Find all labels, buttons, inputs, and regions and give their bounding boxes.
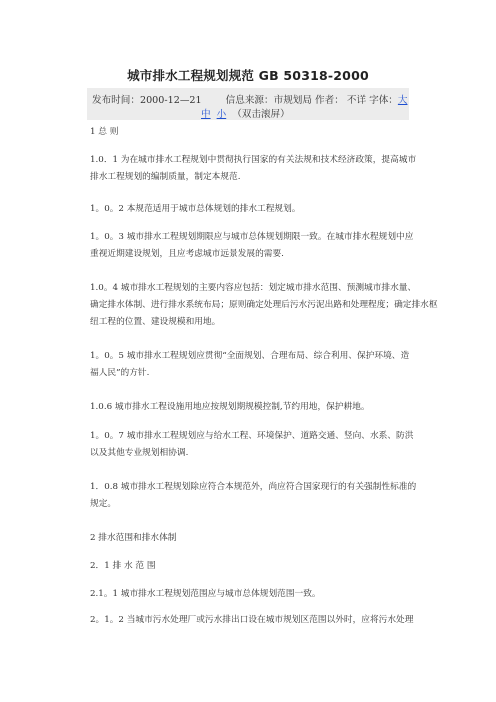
source-author: 信息来源：市规划局 作者： 不详 字体： (225, 95, 398, 106)
meta-line (92, 92, 407, 106)
text-line: 1．0.8 城市排水工程规划除应符合本规范外，尚应符合国家现行的有关强制性标准的 (90, 482, 417, 492)
publish-time: 发布时间：2000-12—21 (92, 95, 202, 106)
clause-paragraph (90, 229, 414, 263)
text-line: 1 总 则 (90, 127, 119, 137)
text-line: 纽工程的位置、建设规模和用地。 (90, 317, 221, 327)
text-line: 重视近期建设规划，且应考虑城市远景发展的需要. (90, 249, 284, 259)
text-line: 2．1 排 水 范 围 (90, 561, 156, 571)
clause-paragraph (90, 612, 414, 629)
clause-paragraph (90, 201, 410, 218)
text-line: 以及其他专业规划相协调. (90, 448, 189, 458)
clause-paragraph (90, 399, 410, 416)
clause-paragraph (90, 428, 414, 462)
subsection-heading (90, 558, 410, 575)
text-line: 2 排水范围和排水体制 (90, 533, 177, 543)
text-line: 1。0。2 本规范适用于城市总体规划的排水工程规划。 (90, 204, 301, 214)
text-line: 1.0.6 城市排水工程设施用地应按规划期规模控制,节约用地，保护耕地。 (90, 402, 370, 412)
text-line: 2。1。2 当城市污水处理厂或污水排出口设在城市规划区范围以外时，应将污水处理 (90, 615, 414, 625)
text-line: 1.0。4 城市排水工程规划的主要内容应包括：划定城市排水范围、预测城市排水量、 (90, 283, 417, 293)
text-line: 确定排水体制、进行排水系统布局；原则确定处理后污水污泥出路和处理程度；确定排水枢 (90, 300, 438, 310)
meta-info-box (87, 88, 409, 120)
section-heading (90, 530, 410, 547)
font-size-large-link[interactable]: 大 (397, 95, 408, 106)
text-line: 规定。 (90, 499, 117, 509)
meta-line (201, 106, 290, 120)
text-line: 排水工程规划的编制质量，制定本规范. (90, 172, 241, 182)
text-line: 1。0。3 城市排水工程规划期限应与城市总体规划期限一致。在城市排水程规划中应 (90, 232, 414, 242)
scroll-hint: （双击滚屏） (232, 109, 290, 120)
clause-paragraph (90, 586, 410, 603)
font-size-medium-link[interactable]: 中 (201, 109, 211, 120)
clause-paragraph (90, 348, 410, 382)
text-line: 1。0。5 城市排水工程规划应贯彻“全面规划、合理布局、综合利用、保护环境、造 (90, 351, 410, 361)
clause-paragraph (90, 479, 417, 513)
clause-paragraph (90, 280, 438, 331)
text-line: 福人民”的方针. (90, 368, 150, 378)
text-line: 2.1。1 城市排水工程规划范围应与城市总体规划范围一致。 (90, 589, 321, 599)
font-size-small-link[interactable]: 小 (216, 109, 227, 120)
section-heading (90, 124, 410, 141)
text-line: 1.0．1 为在城市排水工程规划中贯彻执行国家的有关法规和技术经济政策，提高城市 (90, 155, 417, 165)
clause-paragraph (90, 152, 417, 186)
document-title: 城市排水工程规划规范 GB 50318-2000 (127, 68, 369, 83)
text-line: 1。0。7 城市排水工程规划应与给水工程、环境保护、道路交通、竖向、水系、防洪 (90, 431, 414, 441)
